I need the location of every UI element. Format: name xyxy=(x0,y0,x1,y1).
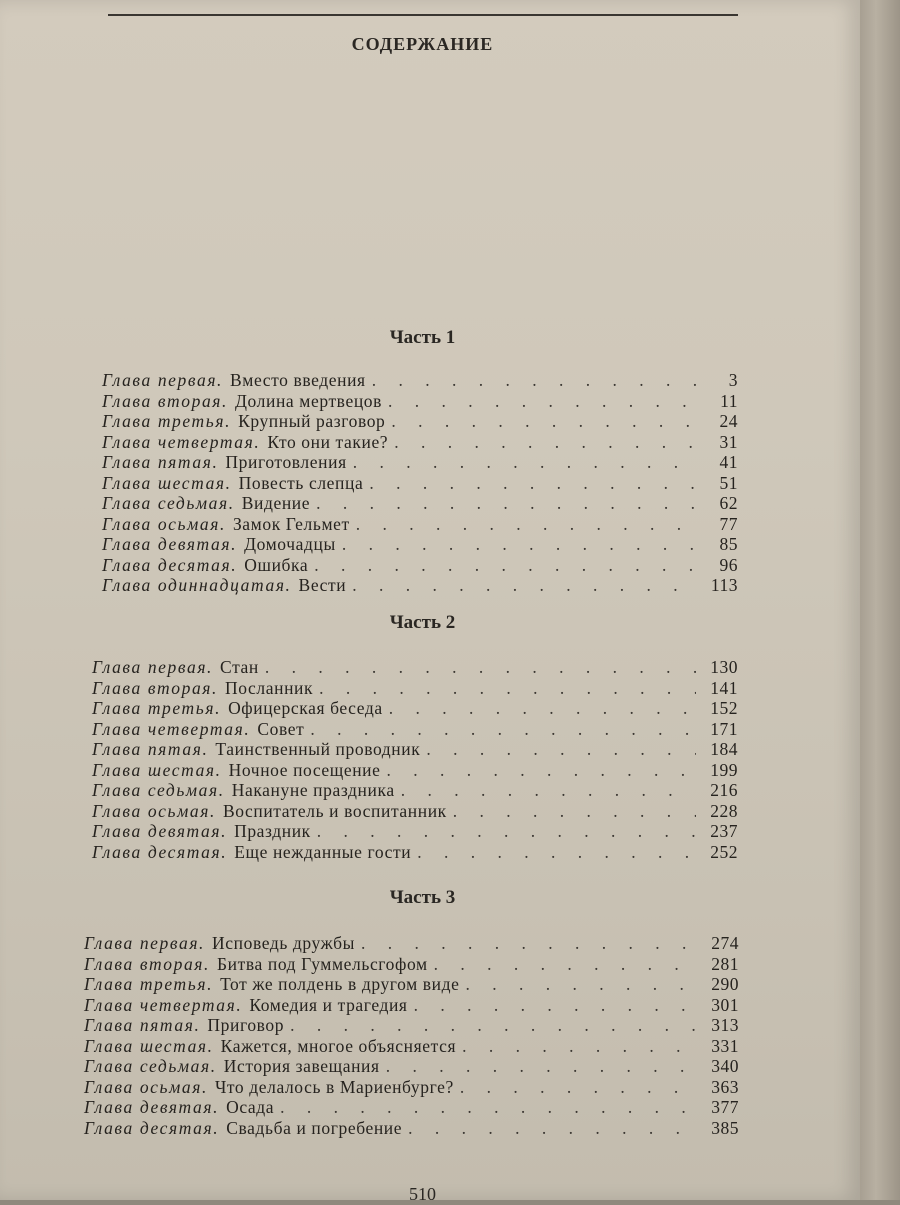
chapter-number: Глава шестая. xyxy=(92,759,222,780)
dot-leader xyxy=(372,370,696,391)
dot-leader xyxy=(314,555,696,576)
dot-leader xyxy=(453,801,696,822)
chapter-number: Глава седьмая. xyxy=(102,493,235,513)
chapter-number: Глава седьмая. xyxy=(92,780,225,800)
dot-leader xyxy=(319,678,696,699)
dot-leader xyxy=(290,1015,697,1036)
toc-entry xyxy=(102,452,738,473)
chapter-page-number: 11 xyxy=(720,390,738,411)
chapter-title: Кто они такие? xyxy=(267,431,389,452)
toc-entry xyxy=(84,1036,739,1057)
chapter-title: Вместо введения xyxy=(230,370,366,390)
chapter-page-number: 237 xyxy=(710,821,738,841)
dot-leader xyxy=(386,1056,697,1077)
chapter-page-number: 62 xyxy=(719,493,738,513)
dot-leader xyxy=(426,739,696,760)
part-2-chapter-list xyxy=(92,657,738,862)
dot-leader xyxy=(388,391,696,412)
chapter-title: История завещания xyxy=(223,1056,380,1076)
dot-leader xyxy=(352,575,696,596)
chapter-page-number: 85 xyxy=(719,534,738,554)
toc-entry xyxy=(92,801,738,822)
chapter-number: Глава десятая. xyxy=(92,841,228,862)
top-rule xyxy=(108,14,738,16)
chapter-number: Глава пятая. xyxy=(92,739,209,759)
dot-leader xyxy=(408,1118,697,1139)
chapter-page-number: 96 xyxy=(719,554,738,575)
dot-leader xyxy=(356,514,696,535)
chapter-number: Глава пятая. xyxy=(84,1015,201,1035)
chapter-number: Глава осьмая. xyxy=(84,1076,208,1097)
chapter-title: Тот же полдень в другом виде xyxy=(220,974,460,994)
chapter-page-number: 281 xyxy=(711,953,739,974)
chapter-title: Долина мертвецов xyxy=(235,390,382,411)
chapter-title: Исповедь дружбы xyxy=(212,933,355,953)
chapter-page-number: 113 xyxy=(710,575,738,595)
toc-entry xyxy=(84,1015,739,1036)
chapter-page-number: 199 xyxy=(710,759,738,780)
dot-leader xyxy=(317,821,696,842)
chapter-number: Глава третья. xyxy=(84,974,214,994)
part-heading: Часть 1 xyxy=(389,327,456,348)
chapter-page-number: 41 xyxy=(719,452,738,472)
dot-leader xyxy=(466,974,697,995)
chapter-title: Видение xyxy=(241,493,311,513)
dot-leader xyxy=(460,1077,697,1098)
chapter-number: Глава первая. xyxy=(92,657,214,677)
part-heading: Часть 3 xyxy=(389,887,456,908)
toc-entry xyxy=(92,780,738,801)
chapter-title: Офицерская беседа xyxy=(228,698,383,718)
toc-entry xyxy=(92,698,738,719)
chapter-page-number: 216 xyxy=(710,780,738,800)
dot-leader xyxy=(401,780,696,801)
toc-entry xyxy=(92,842,738,863)
chapter-page-number: 252 xyxy=(710,841,738,862)
chapter-page-number: 331 xyxy=(711,1035,739,1056)
chapter-title: Стан xyxy=(220,657,259,677)
chapter-number: Глава одиннадцатая. xyxy=(102,575,292,595)
chapter-title: Совет xyxy=(257,718,305,739)
chapter-title: Ошибка xyxy=(244,554,309,575)
toc-entry xyxy=(102,514,738,535)
toc-entry xyxy=(84,1056,739,1077)
toc-entry xyxy=(102,493,738,514)
chapter-page-number: 31 xyxy=(719,431,738,452)
chapter-title: Вести xyxy=(298,575,347,595)
toc-entry xyxy=(92,719,738,740)
chapter-number: Глава первая. xyxy=(84,933,206,953)
chapter-title: Что делалось в Мариенбурге? xyxy=(214,1076,454,1097)
chapter-number: Глава первая. xyxy=(102,370,224,390)
chapter-title: Приговор xyxy=(207,1015,285,1035)
chapter-number: Глава четвертая. xyxy=(92,718,251,739)
chapter-title: Еще нежданные гости xyxy=(234,841,412,862)
chapter-title: Ночное посещение xyxy=(228,759,381,780)
chapter-number: Глава шестая. xyxy=(84,1035,214,1056)
toc-entry xyxy=(92,739,738,760)
chapter-number: Глава пятая. xyxy=(102,452,219,472)
dot-leader xyxy=(462,1036,697,1057)
dot-leader xyxy=(342,534,696,555)
dot-leader xyxy=(387,760,696,781)
dot-leader xyxy=(391,411,696,432)
chapter-number: Глава осьмая. xyxy=(92,800,216,821)
chapter-number: Глава седьмая. xyxy=(84,1056,217,1076)
toc-entry xyxy=(102,411,738,432)
chapter-number: Глава девятая. xyxy=(84,1097,220,1117)
chapter-page-number: 363 xyxy=(711,1076,739,1097)
chapter-number: Глава третья. xyxy=(92,698,222,718)
chapter-title: Свадьба и погребение xyxy=(226,1117,403,1138)
dot-leader xyxy=(414,995,697,1016)
chapter-title: Крупный разговор xyxy=(238,411,386,431)
part-3-chapter-list xyxy=(84,933,739,1138)
toc-entry xyxy=(84,1097,739,1118)
toc-entry xyxy=(102,391,738,412)
chapter-title: Воспитатель и воспитанник xyxy=(222,800,447,821)
toc-entry xyxy=(102,432,738,453)
chapter-number: Глава девятая. xyxy=(92,821,228,841)
chapter-page-number: 152 xyxy=(710,698,738,718)
chapter-number: Глава осьмая. xyxy=(102,513,226,534)
toc-entry xyxy=(102,575,738,596)
chapter-page-number: 377 xyxy=(711,1097,739,1117)
chapter-number: Глава шестая. xyxy=(102,472,232,493)
chapter-title: Праздник xyxy=(234,821,311,841)
chapter-title: Таинственный проводник xyxy=(215,739,421,759)
dot-leader xyxy=(310,719,696,740)
toc-entry xyxy=(102,370,738,391)
chapter-page-number: 228 xyxy=(710,800,738,821)
chapter-page-number: 24 xyxy=(719,411,738,431)
dot-leader xyxy=(353,452,696,473)
toc-entry xyxy=(92,821,738,842)
chapter-page-number: 171 xyxy=(710,718,738,739)
toc-entry xyxy=(102,555,738,576)
toc-entry xyxy=(84,974,739,995)
toc-entry xyxy=(84,954,739,975)
next-page-edge xyxy=(860,0,900,1200)
dot-leader xyxy=(417,842,696,863)
chapter-page-number: 274 xyxy=(711,933,739,953)
chapter-page-number: 141 xyxy=(710,677,738,698)
chapter-title: Замок Гельмет xyxy=(232,513,350,534)
contents-title: СОДЕРЖАНИЕ xyxy=(351,34,494,54)
chapter-number: Глава четвертая. xyxy=(102,431,261,452)
chapter-number: Глава вторая. xyxy=(92,677,219,698)
toc-entry xyxy=(92,760,738,781)
chapter-page-number: 184 xyxy=(710,739,738,759)
toc-entry xyxy=(84,1077,739,1098)
chapter-page-number: 3 xyxy=(728,370,738,390)
chapter-title: Накануне праздника xyxy=(231,780,395,800)
dot-leader xyxy=(369,473,696,494)
chapter-title: Кажется, многое объясняется xyxy=(220,1035,457,1056)
chapter-number: Глава вторая. xyxy=(84,953,211,974)
dot-leader xyxy=(394,432,696,453)
chapter-page-number: 313 xyxy=(711,1015,739,1035)
chapter-number: Глава третья. xyxy=(102,411,232,431)
toc-entry xyxy=(92,657,738,678)
part-heading: Часть 2 xyxy=(389,612,456,633)
chapter-page-number: 290 xyxy=(711,974,739,994)
chapter-page-number: 385 xyxy=(711,1117,739,1138)
chapter-page-number: 340 xyxy=(711,1056,739,1076)
toc-entry xyxy=(102,534,738,555)
chapter-title: Осада xyxy=(226,1097,275,1117)
chapter-title: Посланник xyxy=(225,677,314,698)
dot-leader xyxy=(280,1097,697,1118)
page-number: 510 xyxy=(409,1184,436,1204)
chapter-title: Битва под Гуммельсгофом xyxy=(217,953,428,974)
chapter-number: Глава четвертая. xyxy=(84,994,243,1015)
chapter-title: Домочадцы xyxy=(244,534,336,554)
chapter-title: Приготовления xyxy=(225,452,347,472)
dot-leader xyxy=(316,493,696,514)
chapter-page-number: 51 xyxy=(719,472,738,493)
chapter-page-number: 130 xyxy=(710,657,738,677)
chapter-page-number: 77 xyxy=(719,513,738,534)
toc-entry xyxy=(84,933,739,954)
toc-entry xyxy=(92,678,738,699)
toc-entry xyxy=(102,473,738,494)
dot-leader xyxy=(434,954,697,975)
chapter-number: Глава девятая. xyxy=(102,534,238,554)
chapter-title: Комедия и трагедия xyxy=(249,994,408,1015)
chapter-page-number: 301 xyxy=(711,994,739,1015)
toc-entry xyxy=(84,995,739,1016)
dot-leader xyxy=(389,698,696,719)
chapter-number: Глава десятая. xyxy=(102,554,238,575)
toc-entry xyxy=(84,1118,739,1139)
chapter-number: Глава десятая. xyxy=(84,1117,220,1138)
dot-leader xyxy=(265,657,696,678)
dot-leader xyxy=(361,933,697,954)
part-1-chapter-list xyxy=(102,370,738,596)
chapter-title: Повесть слепца xyxy=(238,472,364,493)
chapter-number: Глава вторая. xyxy=(102,390,229,411)
